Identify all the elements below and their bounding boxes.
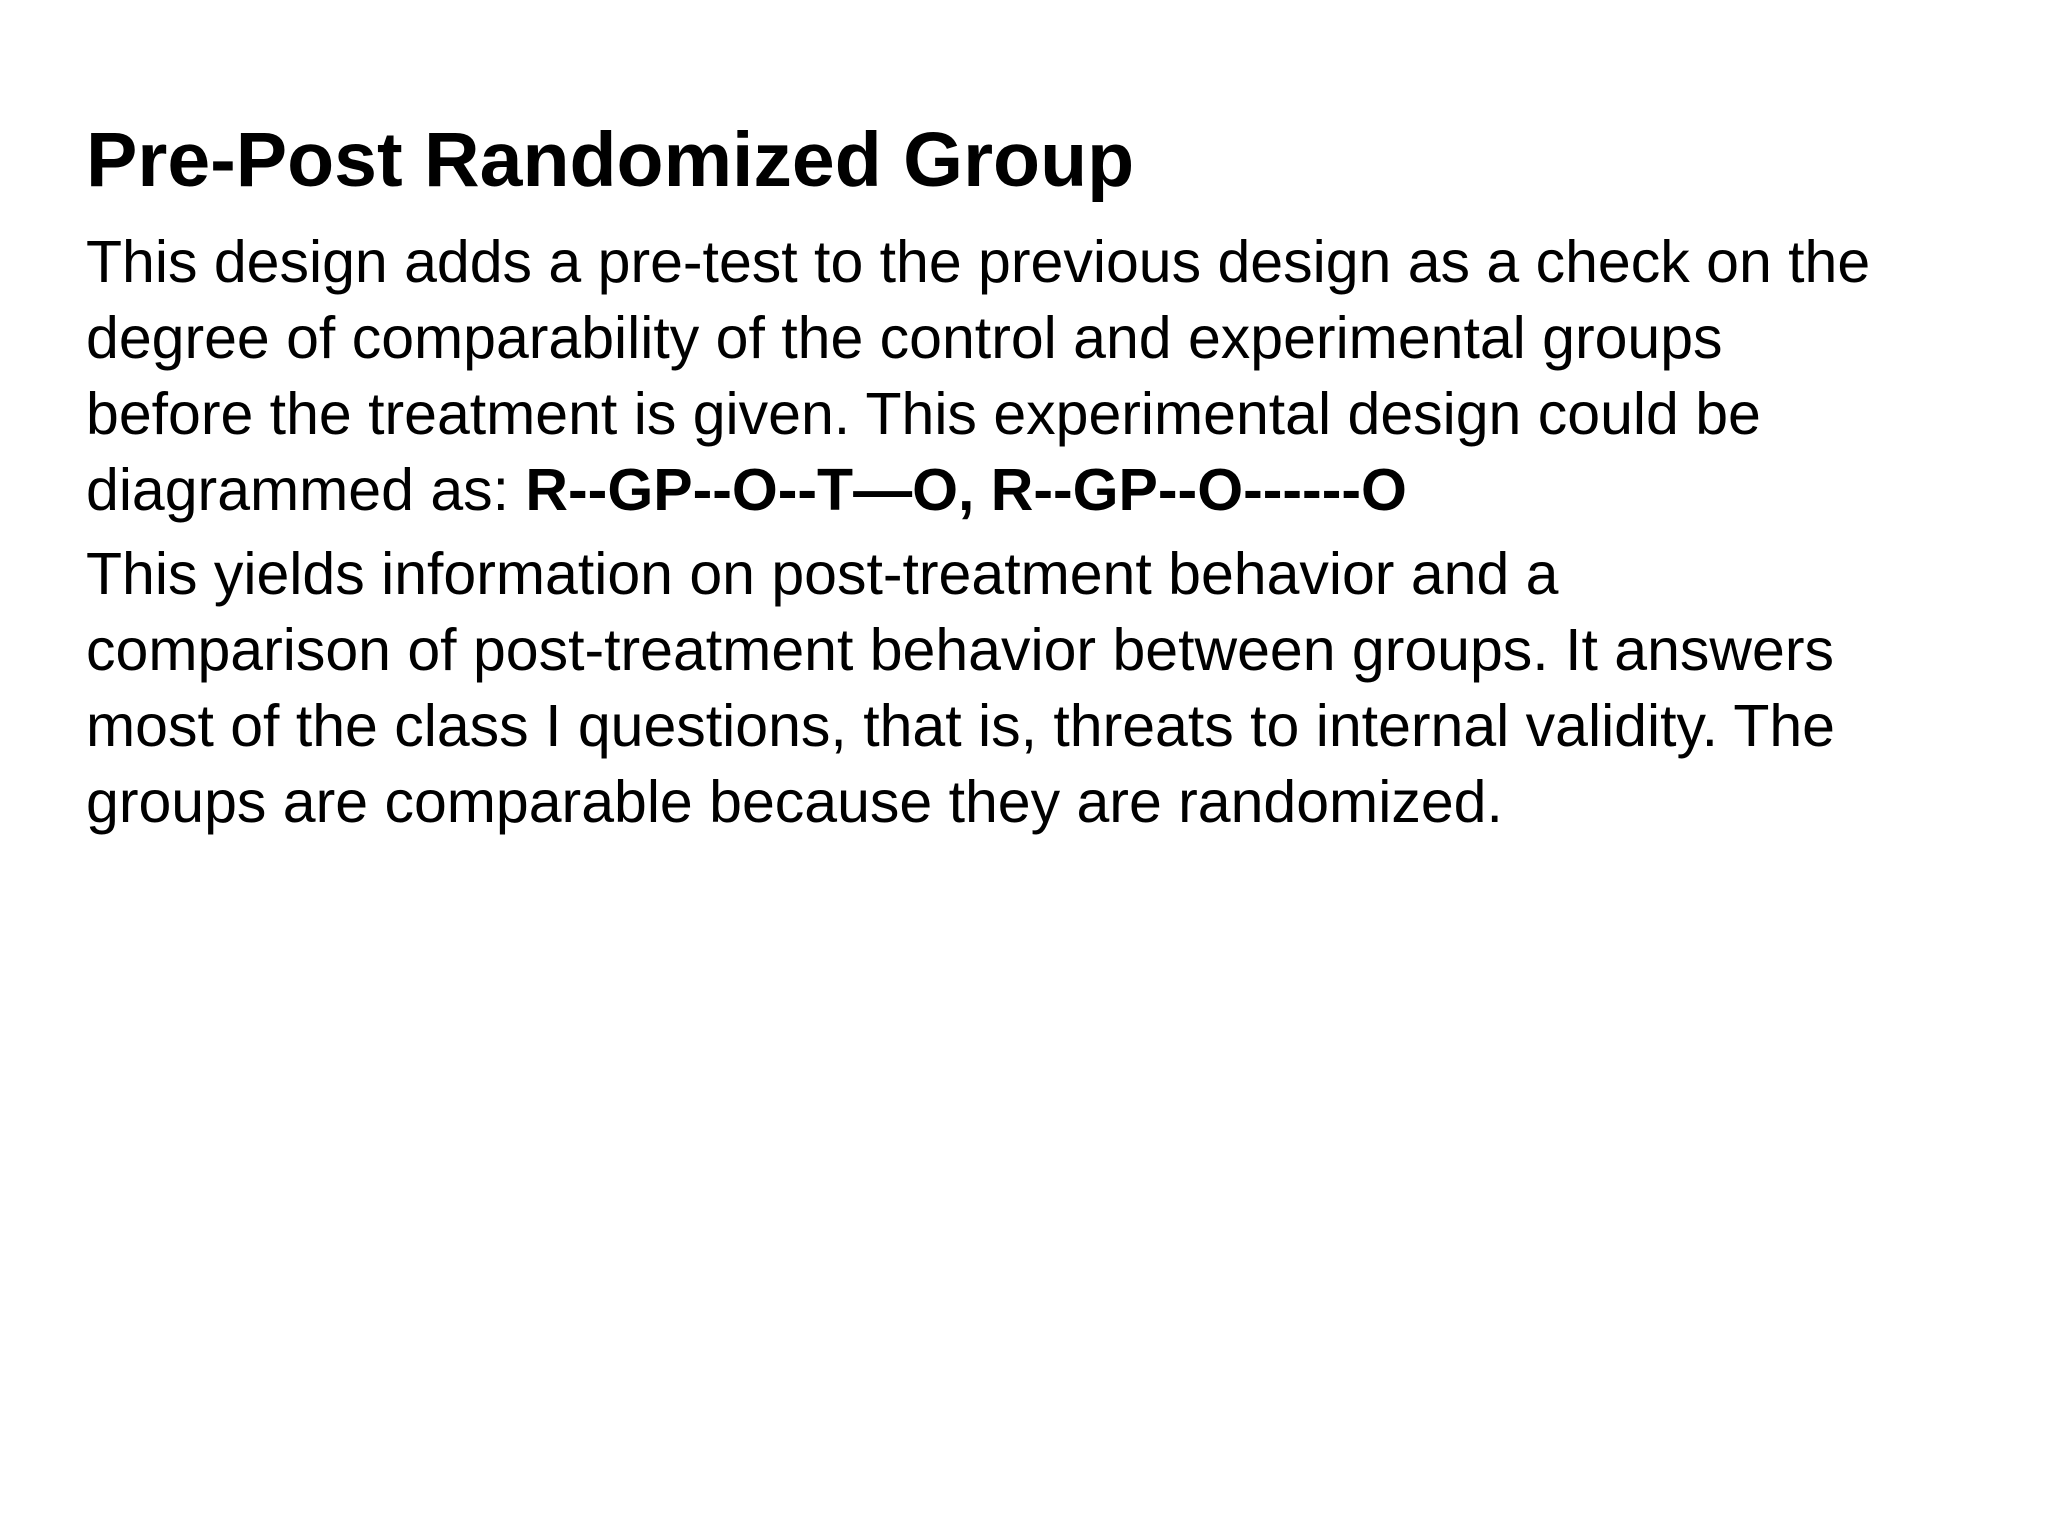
text-line: degree of comparability of the control and experimental groups <box>86 305 1723 371</box>
paragraph-design-benefits <box>86 536 2026 840</box>
text-line-with-diagram <box>86 452 2026 528</box>
text-line: before the treatment is given. This experimental design could be <box>86 381 1761 447</box>
slide-title: Pre-Post Randomized Group <box>86 117 1135 203</box>
text-line: This design adds a pre-test to the previous design as a check on the <box>86 229 1871 295</box>
text-line: comparison of post-treatment behavior between groups. It answers <box>86 617 1834 683</box>
diagram-notation: R--GP--O--T—O, R--GP--O------O <box>525 457 1407 523</box>
text-line: This yields information on post-treatment behavior and a <box>86 541 1559 607</box>
diagram-intro-text: diagrammed as: <box>86 457 526 523</box>
text-line: most of the class I questions, that is, threats to internal validity. The <box>86 693 1835 759</box>
paragraph-design-description <box>86 224 2026 528</box>
text-line: groups are comparable because they are randomized. <box>86 769 1503 835</box>
slide-body <box>86 224 2026 840</box>
